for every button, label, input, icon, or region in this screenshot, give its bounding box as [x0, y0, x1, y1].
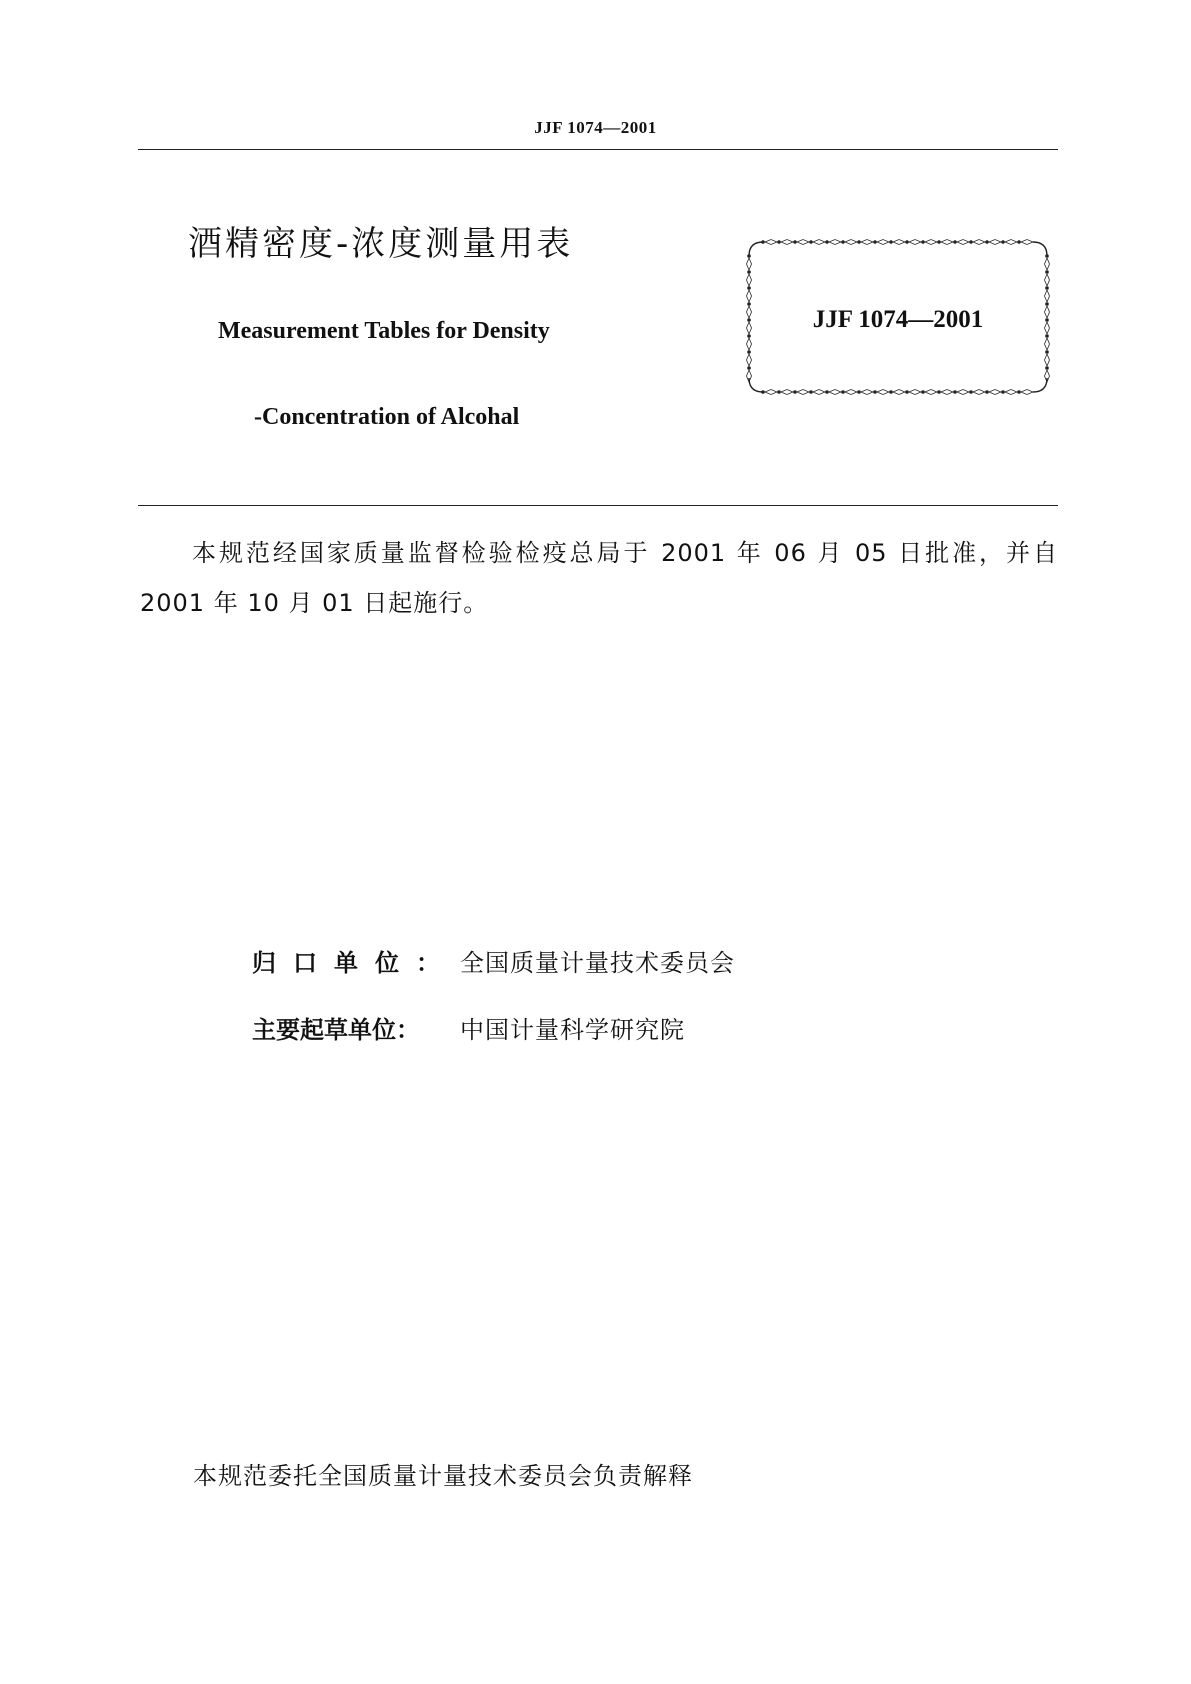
- title-chinese: 酒精密度-浓度测量用表: [188, 224, 574, 264]
- responsible-organization-value: 全国质量计量技术委员会: [460, 949, 735, 977]
- title-english-line-1: Measurement Tables for Density: [218, 318, 550, 344]
- title-english-line-2: -Concentration of Alcohal: [254, 404, 520, 430]
- drafting-organization-label: 主要起草单位：: [252, 1016, 420, 1044]
- responsible-organization-label: 归口单位：: [252, 949, 457, 977]
- standard-code: JJF 1074—2001: [812, 306, 984, 333]
- approval-statement: 本规范经国家质量监督检验检疫总局于 2001 年 06 月 05 日批准，并自 2001 年 10 月 01 日起施行。: [140, 539, 1058, 617]
- running-header-code: JJF 1074—2001: [534, 118, 657, 137]
- title-rule: [138, 505, 1058, 506]
- drafting-organization-value: 中国计量科学研究院: [460, 1016, 685, 1044]
- responsible-organization-row: [252, 943, 735, 978]
- standard-code-frame: [743, 236, 1053, 398]
- drafting-organization-row: [252, 1010, 685, 1045]
- header-rule: [138, 149, 1058, 150]
- interpretation-statement: 本规范委托全国质量计量技术委员会负责解释: [193, 1462, 693, 1490]
